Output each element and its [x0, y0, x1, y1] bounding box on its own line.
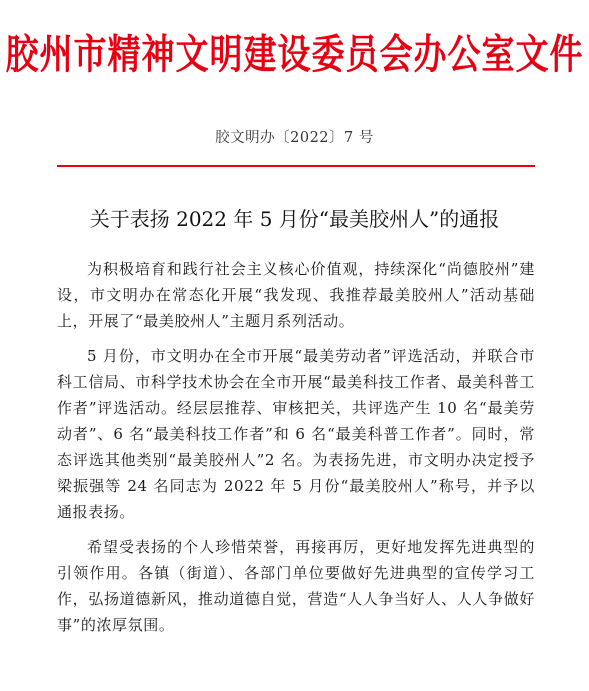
body-paragraph-1: 为积极培育和践行社会主义核心价值观，持续深化“尚德胶州”建设，市文明办在常态化开展“我发现、我推荐最美胶州人”活动基础上，开展了“最美胶州人”主题月系列活动。 [57, 260, 535, 330]
body-paragraph-3: 希望受表扬的个人珍惜荣誉，再接再厉，更好地发挥先进典型的引领作用。各镇（街道）、各部门单位要做好先进典型的宣传学习工作，弘扬道德新风，推动道德自觉，营造“人人争当好人、人人争做好事”的浓厚氛围。 [57, 538, 535, 634]
body-paragraph-2: 5 月份，市文明办在全市开展“最美劳动者”评选活动，并联合市科工信局、市科学技术协会在全市开展“最美科技工作者、最美科普工作者”评选活动。经层层推荐、审核把关，共评选产生 10 名“最美劳动者”、6 名“最美科技工作者”和 6 名“最美科普工作者”。同时，常态评选其他类别“最美胶州人”2 名。为表扬先进，市文明办决定授予梁振强等 24 名同志为 2022 年 5 月份“最美胶州人”称号，并予以通报表扬。 [57, 347, 535, 521]
red-divider-line [57, 165, 535, 167]
document-number: 胶文明办〔2022〕7 号 [215, 130, 374, 146]
issuing-authority-title: 胶州市精神文明建设委员会办公室文件 [5, 30, 584, 78]
notice-body [57, 256, 535, 647]
notice-title: 关于表扬 2022 年 5 月份“最美胶州人”的通报 [89, 207, 500, 231]
